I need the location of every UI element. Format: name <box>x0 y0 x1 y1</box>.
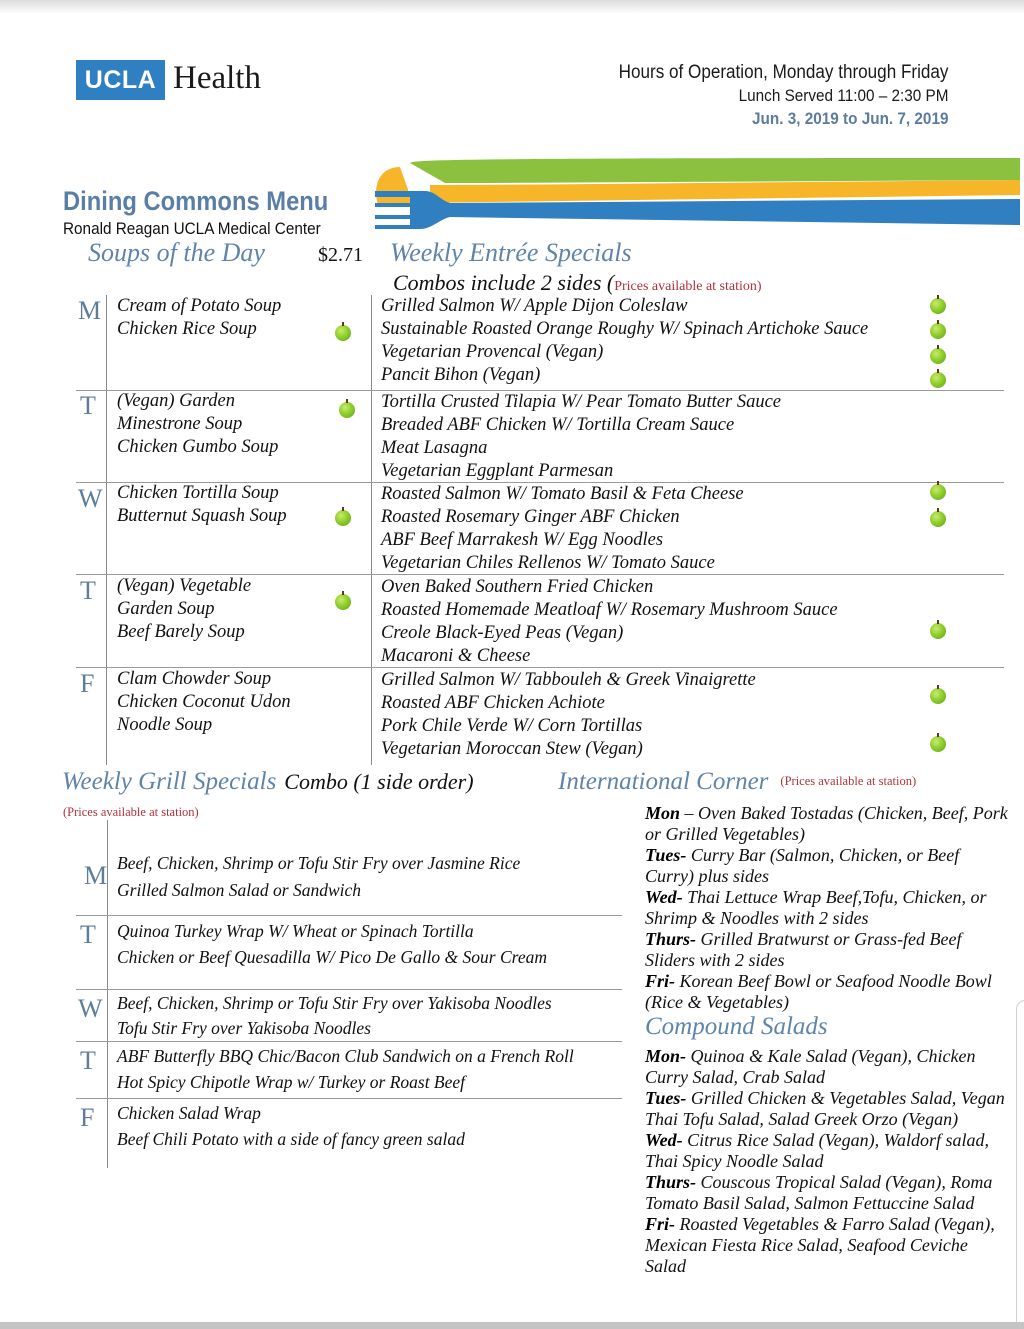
grill-item: Beef, Chicken, Shrimp or Tofu Stir Fry over Jasmine Rice <box>117 853 521 873</box>
grill-list-fri <box>117 1100 465 1152</box>
entree-item: Macaroni & Cheese <box>381 646 531 666</box>
soup-item: Chicken Tortilla Soup <box>117 483 279 503</box>
lunch-line: Lunch Served 11:00 – 2:30 PM <box>738 86 948 105</box>
entree-item: Grilled Salmon W/ Apple Dijon Coleslaw <box>381 296 688 316</box>
page-edge-frame <box>1016 1000 1024 1323</box>
grill-row-divider <box>76 989 622 990</box>
entree-item: Pancit Bihon (Vegan) <box>381 365 541 385</box>
utensils-banner-icon <box>370 155 1020 235</box>
international-item-thu: Thurs- Grilled Bratwurst or Grass-fed Beef Sliders with 2 sides <box>645 929 962 970</box>
green-apple-icon <box>335 594 351 610</box>
international-item-mon: Mon – Oven Baked Tostadas (Chicken, Beef, Pork or Grilled Vegetables) <box>645 803 1008 844</box>
grill-item: Beef, Chicken, Shrimp or Tofu Stir Fry over Yakisoba Noodles <box>117 993 552 1013</box>
grill-list-tue <box>117 918 547 970</box>
salad-item-mon: Mon- Quinoa & Kale Salad (Vegan), Chicken Curry Salad, Crab Salad <box>645 1046 976 1087</box>
green-apple-icon <box>930 372 946 388</box>
entree-list-tue <box>381 391 781 483</box>
green-apple-icon <box>930 323 946 339</box>
entree-item: Vegetarian Eggplant Parmesan <box>381 461 614 481</box>
soup-day-wed: W <box>78 484 103 513</box>
grill-list-wed <box>117 991 552 1041</box>
soup-list-fri <box>117 668 291 737</box>
green-apple-icon <box>930 688 946 704</box>
international-item-fri: Fri- Korean Beef Bowl or Seafood Noodle Bowl (Rice & Vegetables) <box>645 971 992 1012</box>
soup-list-tue <box>117 390 278 459</box>
entree-item: Creole Black-Eyed Peas (Vegan) <box>381 623 624 643</box>
salad-item-thu: Thurs- Couscous Tropical Salad (Vegan), Roma Tomato Basil Salad, Salmon Fettuccine Salad <box>645 1172 993 1213</box>
entree-item: Meat Lasagna <box>381 438 488 458</box>
entree-list-wed <box>381 483 744 575</box>
entree-list-fri <box>381 669 756 761</box>
international-heading: International Corner <box>558 768 769 795</box>
bottom-scrollbar[interactable] <box>0 1322 1024 1329</box>
international-heading-row <box>558 768 916 796</box>
green-apple-icon <box>930 298 946 314</box>
grill-row-divider <box>76 1098 622 1099</box>
page-title: Dining Commons Menu <box>63 186 329 216</box>
international-list <box>645 803 1010 1013</box>
entree-item: Roasted Homemade Meatloaf W/ Rosemary Mushroom Sauce <box>381 600 838 620</box>
soup-entree-divider <box>371 295 372 765</box>
green-apple-icon <box>930 484 946 500</box>
entree-item: Tortilla Crusted Tilapia W/ Pear Tomato Butter Sauce <box>381 392 782 412</box>
entree-item: Vegetarian Chiles Rellenos W/ Tomato Sauce <box>381 553 715 573</box>
date-range: Jun. 3, 2019 to Jun. 7, 2019 <box>751 109 948 128</box>
grill-day-mon: M <box>84 861 108 890</box>
salads-list <box>645 1046 1010 1277</box>
soup-item: Chicken Coconut Udon <box>117 692 291 712</box>
soup-list-thu <box>117 575 251 644</box>
hours-line: Hours of Operation, Monday through Friday <box>618 62 948 83</box>
grill-day-tue: T <box>80 920 96 949</box>
entree-item: Breaded ABF Chicken W/ Tortilla Cream Sauce <box>381 415 735 435</box>
soup-item: Beef Barely Soup <box>117 622 245 642</box>
ucla-logo-mark: UCLA <box>76 60 165 100</box>
top-shadow <box>0 0 1024 14</box>
soup-day-tue: T <box>80 391 96 420</box>
entree-list-thu <box>381 576 838 668</box>
salad-item-tue: Tues- Grilled Chicken & Vegetables Salad, Vegan Thai Tofu Salad, Salad Greek Orzo (Vegan) <box>645 1088 1005 1129</box>
soup-item: Minestrone Soup <box>117 414 243 434</box>
green-apple-icon <box>339 402 355 418</box>
soup-item: (Vegan) Garden <box>117 391 235 411</box>
entree-item: Roasted Rosemary Ginger ABF Chicken <box>381 507 680 527</box>
soup-day-divider <box>106 295 107 765</box>
soup-item: Chicken Rice Soup <box>117 319 257 339</box>
soups-price: $2.71 <box>318 244 363 266</box>
green-apple-icon <box>930 348 946 364</box>
international-item-wed: Wed- Thai Lettuce Wrap Beef,Tofu, Chicken, or Shrimp & Noodles with 2 sides <box>645 887 987 928</box>
entree-item: Oven Baked Southern Fried Chicken <box>381 577 654 597</box>
grill-list-mon <box>117 850 520 904</box>
page-subtitle: Ronald Reagan UCLA Medical Center <box>63 219 321 238</box>
grill-row-divider <box>76 1041 622 1042</box>
grill-item: Beef Chili Potato with a side of fancy green salad <box>117 1129 465 1149</box>
grill-day-divider <box>107 820 108 1168</box>
grill-item: ABF Butterfly BBQ Chic/Bacon Club Sandwich on a French Roll <box>117 1046 574 1066</box>
grill-item: Quinoa Turkey Wrap W/ Wheat or Spinach Tortilla <box>117 921 474 941</box>
entree-item: Roasted ABF Chicken Achiote <box>381 693 605 713</box>
grill-item: Grilled Salmon Salad or Sandwich <box>117 880 362 900</box>
soup-item: Butternut Squash Soup <box>117 506 287 526</box>
soup-item: Clam Chowder Soup <box>117 669 272 689</box>
grill-day-thu: T <box>80 1046 96 1075</box>
soup-item: Cream of Potato Soup <box>117 296 282 316</box>
soup-item: Noodle Soup <box>117 715 213 735</box>
green-apple-icon <box>930 623 946 639</box>
grill-day-fri: F <box>80 1103 95 1132</box>
grill-item: Tofu Stir Fry over Yakisoba Noodles <box>117 1018 371 1038</box>
entree-item: Pork Chile Verde W/ Corn Tortillas <box>381 716 643 736</box>
entrees-heading: Weekly Entrée Specials <box>390 238 632 267</box>
soup-day-mon: M <box>78 296 102 325</box>
health-logo-word: Health <box>173 60 261 96</box>
soup-list-wed <box>117 482 287 528</box>
salad-item-wed: Wed- Citrus Rice Salad (Vegan), Waldorf salad, Thai Spicy Noodle Salad <box>645 1130 989 1171</box>
green-apple-icon <box>930 511 946 527</box>
grill-combo-note: Combo (1 side order) <box>284 769 474 794</box>
grill-price-note: (Prices available at station) <box>63 805 199 819</box>
entree-item: ABF Beef Marrakesh W/ Egg Noodles <box>381 530 664 550</box>
entree-item: Sustainable Roasted Orange Roughy W/ Spinach Artichoke Sauce <box>381 319 869 339</box>
grill-item: Chicken or Beef Quesadilla W/ Pico De Gallo & Sour Cream <box>117 947 547 967</box>
combo-note-text: Combos include 2 sides ( <box>393 270 615 295</box>
entrees-combo-note <box>393 270 762 296</box>
soups-heading: Soups of the Day <box>88 238 265 267</box>
soup-day-fri: F <box>80 669 95 698</box>
entree-item: Grilled Salmon W/ Tabbouleh & Greek Vinaigrette <box>381 670 756 690</box>
soup-list-mon <box>117 295 281 341</box>
soup-item: (Vegan) Vegetable <box>117 576 252 596</box>
grill-day-wed: W <box>78 994 103 1023</box>
green-apple-icon <box>335 510 351 526</box>
salads-heading: Compound Salads <box>645 1013 828 1040</box>
grill-item: Chicken Salad Wrap <box>117 1103 261 1123</box>
grill-item: Hot Spicy Chipotle Wrap w/ Turkey or Roast Beef <box>117 1072 466 1092</box>
grill-heading: Weekly Grill Specials <box>62 768 277 795</box>
soup-item: Garden Soup <box>117 599 215 619</box>
grill-heading-row <box>62 768 474 796</box>
price-note: Prices available at station) <box>614 279 762 294</box>
entree-list-mon <box>381 295 868 387</box>
international-item-tue: Tues- Curry Bar (Salmon, Chicken, or Beef Curry) plus sides <box>645 845 960 886</box>
entree-item: Vegetarian Moroccan Stew (Vegan) <box>381 739 643 759</box>
salad-item-fri: Fri- Roasted Vegetables & Farro Salad (Vegan), Mexican Fiesta Rice Salad, Seafood Ceviche Salad <box>645 1214 995 1276</box>
hours-block <box>582 62 948 129</box>
green-apple-icon <box>335 325 351 341</box>
soup-item: Chicken Gumbo Soup <box>117 437 279 457</box>
international-price-note: (Prices available at station) <box>780 774 917 788</box>
green-apple-icon <box>930 736 946 752</box>
soup-day-thu: T <box>80 576 96 605</box>
entree-item: Vegetarian Provencal (Vegan) <box>381 342 604 362</box>
entree-item: Roasted Salmon W/ Tomato Basil & Feta Cheese <box>381 484 744 504</box>
grill-row-divider <box>76 915 622 916</box>
grill-list-thu <box>117 1043 574 1095</box>
